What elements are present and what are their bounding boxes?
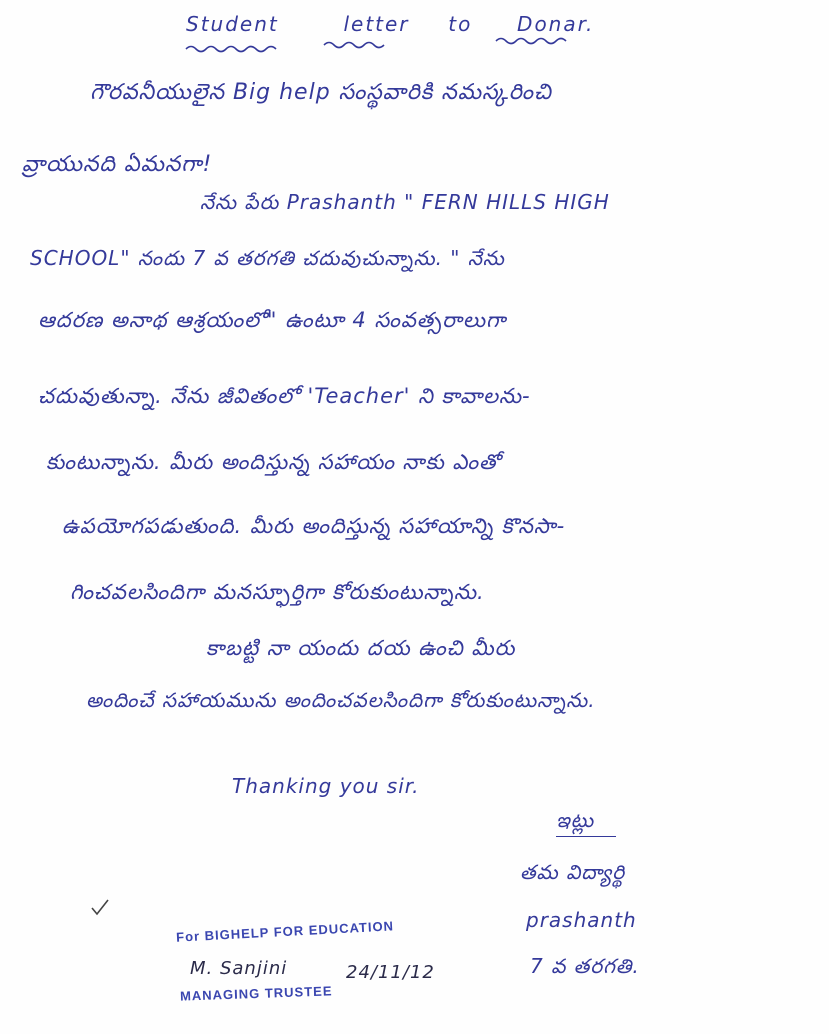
itlu-underline — [556, 836, 616, 837]
stamp-signer: M. Sanjini — [190, 958, 288, 979]
body-line-11: అందించే సహాయమును అందించవలసిందిగా కోరుకుంటున్నాను. — [86, 688, 596, 712]
body-line-8: ఉపయోగపడుతుంది. మీరు అందిస్తున్న సహాయాన్ని కొనసా- — [62, 514, 566, 538]
stamp-role: MANAGING TRUSTEE — [179, 983, 333, 1004]
signature-class: 7 వ తరగతి. — [530, 954, 640, 978]
check-mark-icon — [88, 896, 112, 924]
stamp-org: For BIGHELP FOR EDUCATION — [175, 918, 395, 945]
title-underline-3 — [494, 36, 574, 44]
title-word-letter: letter — [343, 12, 410, 36]
title-word-student: Student — [186, 12, 279, 36]
signature-student: తమ విద్యార్థి — [520, 860, 626, 884]
body-line-9: గించవలసిందిగా మనస్ఫూర్తిగా కోరుకుంటున్నాను. — [70, 580, 485, 604]
body-line-3: నేను పేరు Prashanth " FERN HILLS HIGH — [200, 190, 610, 214]
thanks-line: Thanking you sir. — [232, 774, 420, 798]
title-word-donar: Donar. — [517, 12, 595, 36]
body-line-2: వ్రాయునది ఏమనగా! — [22, 152, 213, 177]
signature-itlu: ఇట్లు — [556, 808, 595, 832]
body-line-6: చదువుతున్నా. నేను జీవితంలో 'Teacher' ని కావాలను- — [38, 384, 531, 408]
signature-name: prashanth — [526, 908, 637, 932]
body-line-7: కుంటున్నాను. మీరు అందిస్తున్న సహాయం నాకు ఎంతో — [46, 450, 501, 474]
title-word-to: to — [448, 12, 473, 36]
body-line-1: గౌరవనీయులైన Big help సంస్థవారికి నమస్కరించి — [90, 80, 552, 105]
letter-title — [186, 12, 594, 36]
title-underline-1 — [184, 44, 284, 52]
stamp-date: 24/11/12 — [346, 962, 435, 983]
body-line-5: ఆదరణ అనాథ ఆశ్రయంలో" ఉంటూ 4 సంవత్సరాలుగా — [38, 308, 507, 332]
title-underline-2 — [322, 40, 392, 48]
body-line-4: SCHOOL" నందు 7 వ తరగతి చదువుచున్నాను. " నేను — [30, 246, 505, 270]
body-line-10: కాబట్టి నా యందు దయ ఉంచి మీరు — [206, 636, 516, 660]
